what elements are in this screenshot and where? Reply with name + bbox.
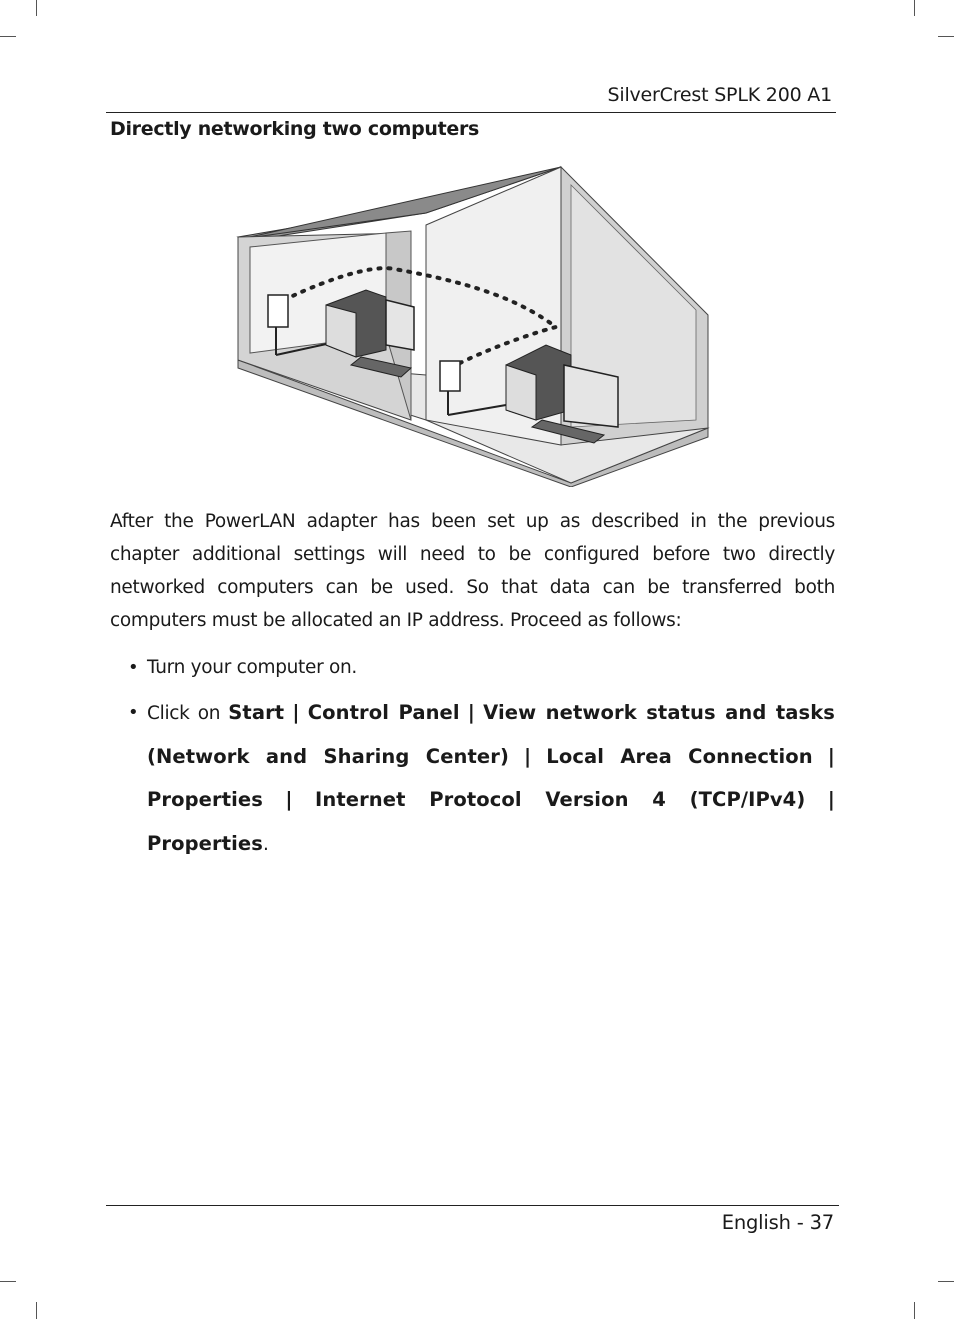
menu-path-network-status: View network status and tasks (Network and Sharing Center): [147, 701, 835, 768]
header-rule: [106, 112, 836, 113]
bullet-prefix: Click on: [147, 703, 221, 724]
path-separator: |: [827, 788, 835, 811]
network-illustration: [236, 165, 710, 487]
crop-mark: [914, 1302, 915, 1319]
footer: [722, 1211, 834, 1234]
menu-path-properties: Properties: [147, 788, 263, 811]
menu-path-properties-final: Properties: [147, 831, 263, 855]
crop-mark: [0, 1281, 16, 1282]
list-item: [126, 651, 835, 685]
bullet-text: Turn your computer on.: [147, 657, 358, 678]
instruction-list: [126, 651, 835, 866]
bullet-icon: •: [128, 657, 139, 678]
intro-paragraph: After the PowerLAN adapter has been set up as described in the previous chapter additional settings will need to be configured before two directly networked computers can be used. So that data can be transferred both computers must be allocated an IP address. Proceed as follows:: [110, 511, 835, 631]
monitor-left: [386, 300, 414, 350]
menu-path-control-panel: Control Panel: [307, 701, 460, 724]
crop-mark: [914, 0, 915, 16]
footer-dash: -: [796, 1211, 804, 1234]
path-separator: |: [285, 788, 293, 811]
bullet-icon: •: [128, 702, 139, 723]
powerlan-adapter-right: [440, 361, 460, 391]
footer-rule: [106, 1205, 839, 1206]
path-separator: |: [827, 744, 835, 768]
footer-language: English: [721, 1211, 791, 1234]
powerlan-adapter-left: [268, 295, 288, 327]
crop-mark: [938, 1281, 954, 1282]
crop-mark: [938, 36, 954, 37]
sentence-end: .: [262, 833, 269, 855]
path-separator: |: [467, 701, 476, 724]
path-separator: |: [524, 744, 532, 768]
crop-mark: [0, 36, 16, 37]
path-separator: |: [292, 701, 300, 724]
menu-path-tcpipv4: Internet Protocol Version 4 (TCP/IPv4): [315, 788, 806, 811]
page-number: 37: [809, 1211, 834, 1234]
menu-path-local-area-connection: Local Area Connection: [546, 744, 813, 768]
header-product: SilverCrest SPLK 200 A1: [607, 84, 832, 106]
section-title: Directly networking two computers: [110, 118, 480, 140]
crop-mark: [36, 1302, 37, 1319]
list-item: [126, 692, 835, 866]
menu-path-start: Start: [228, 701, 285, 724]
crop-mark: [36, 0, 37, 16]
